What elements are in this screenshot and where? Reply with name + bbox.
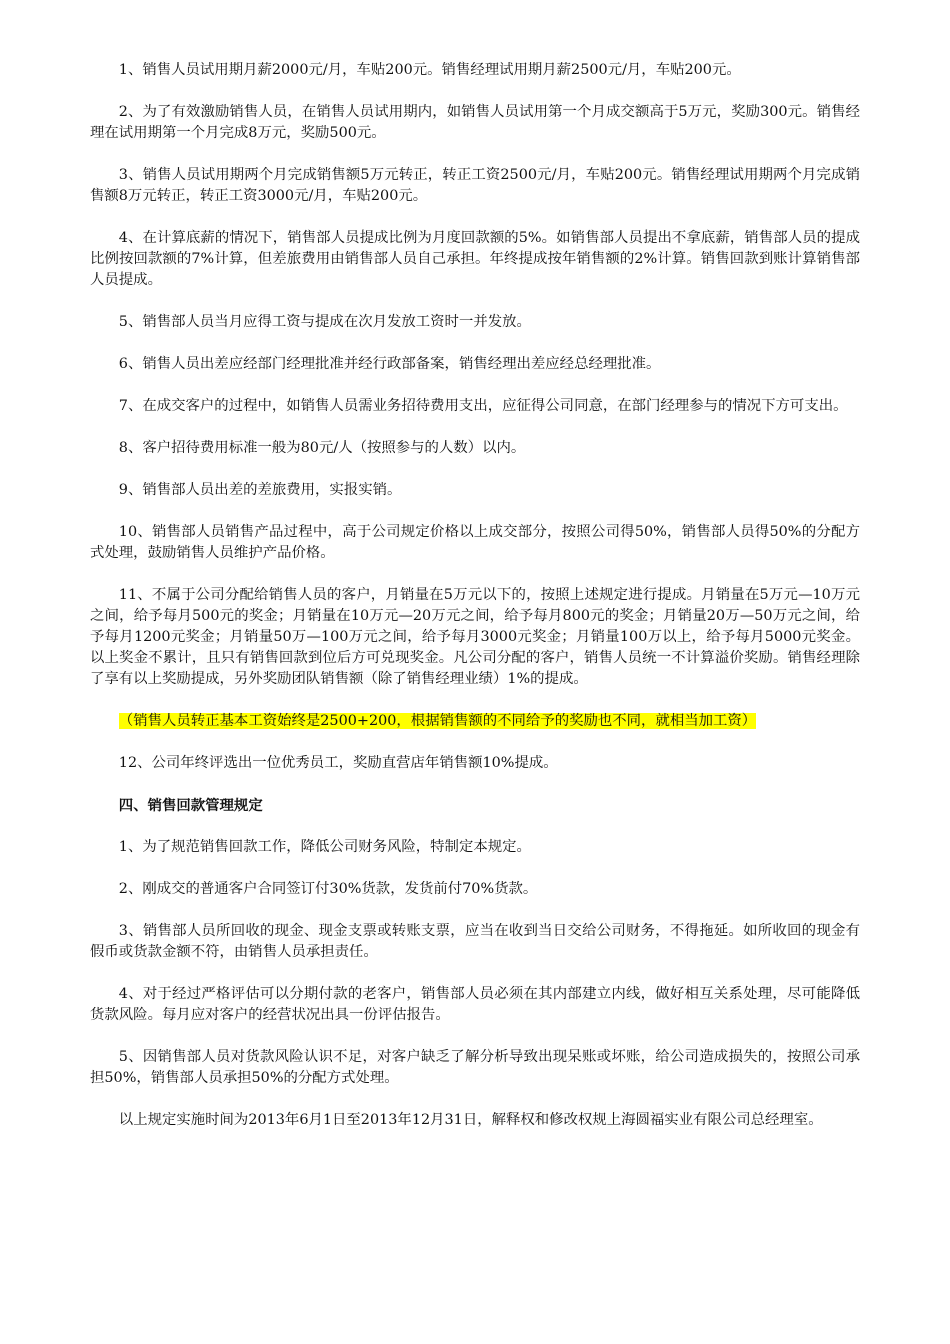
rule-item-9: 9、销售部人员出差的差旅费用，实报实销。 [118,482,402,498]
payment-rule-5: 5、因销售部人员对货款风险认识不足，对客户缺乏了解分析导致出现呆账或坏账，给公司造成损失的，按照公司承担50%，销售部人员承担50%的分配方式处理。 [90,1049,860,1086]
payment-rule-3: 3、销售部人员所回收的现金、现金支票或转账支票，应当在收到当日交给公司财务，不得拖延。如所收回的现金有假币或货款金额不符，由销售人员承担责任。 [90,923,860,960]
section-heading-payment-rules: 四、销售回款管理规定 [118,797,263,814]
payment-rule-1: 1、为了规范销售回款工作，降低公司财务风险，特制定本规定。 [118,839,531,855]
rule-item-6: 6、销售人员出差应经部门经理批准并经行政部备案，销售经理出差应经总经理批准。 [118,356,661,372]
rule-item-3: 3、销售人员试用期两个月完成销售额5万元转正，转正工资2500元/月，车贴200元。销售经理试用期两个月完成销售额8万元转正，转正工资3000元/月，车贴200元。 [90,167,860,204]
rule-item-2: 2、为了有效激励销售人员，在销售人员试用期内，如销售人员试用第一个月成交额高于5万元，奖励300元。销售经理在试用期第一个月完成8万元，奖励500元。 [90,104,860,141]
rule-item-4: 4、在计算底薪的情况下，销售部人员提成比例为月度回款额的5%。如销售部人员提出不拿底薪，销售部人员的提成比例按回款额的7%计算，但差旅费用由销售部人员自己承担。年终提成按年销售额的2%计算。销售回款到账计算销售部人员提成。 [90,230,860,288]
closing-statement: 以上规定实施时间为2013年6月1日至2013年12月31日，解释权和修改权规上海圆福实业有限公司总经理室。 [118,1112,823,1128]
rule-item-1: 1、销售人员试用期月薪2000元/月，车贴200元。销售经理试用期月薪2500元/月，车贴200元。 [118,62,741,78]
rule-item-11: 11、不属于公司分配给销售人员的客户，月销量在5万元以下的，按照上述规定进行提成。月销量在5万元—10万元之间，给予每月500元的奖金；月销量在10万元—20万元之间，给予每月800元的奖金；月销量20万—50万元之间，给予每月1200元奖金；月销量50万—100万元之间，给予每月3000元奖金；月销量100万以上，给予每月5000元奖金。以上奖金不累计，且只有销售回款到位后方可兑现奖金。凡公司分配的客户，销售人员统一不计算溢价奖励。销售经理除了享有以上奖励提成，另外奖励团队销售额（除了销售经理业绩）1%的提成。 [90,587,860,687]
highlighted-note: （销售人员转正基本工资始终是2500+200，根据销售额的不同给予的奖励也不同，就相当加工资） [118,713,757,729]
payment-rule-4: 4、对于经过严格评估可以分期付款的老客户，销售部人员必须在其内部建立内线，做好相互关系处理，尽可能降低货款风险。每月应对客户的经营状况出具一份评估报告。 [90,986,860,1023]
rule-item-10: 10、销售部人员销售产品过程中，高于公司规定价格以上成交部分，按照公司得50%，销售部人员得50%的分配方式处理，鼓励销售人员维护产品价格。 [90,524,860,561]
document-page [90,60,860,1131]
rule-item-12: 12、公司年终评选出一位优秀员工，奖励直营店年销售额10%提成。 [118,755,558,771]
rule-item-8: 8、客户招待费用标准一般为80元/人（按照参与的人数）以内。 [118,440,526,456]
highlighted-note-row [90,711,860,732]
payment-rule-2: 2、刚成交的普通客户合同签订付30%货款，发货前付70%货款。 [118,881,538,897]
rule-item-7: 7、在成交客户的过程中，如销售人员需业务招待费用支出，应征得公司同意，在部门经理参与的情况下方可支出。 [118,398,848,414]
rule-item-5: 5、销售部人员当月应得工资与提成在次月发放工资时一并发放。 [118,314,531,330]
